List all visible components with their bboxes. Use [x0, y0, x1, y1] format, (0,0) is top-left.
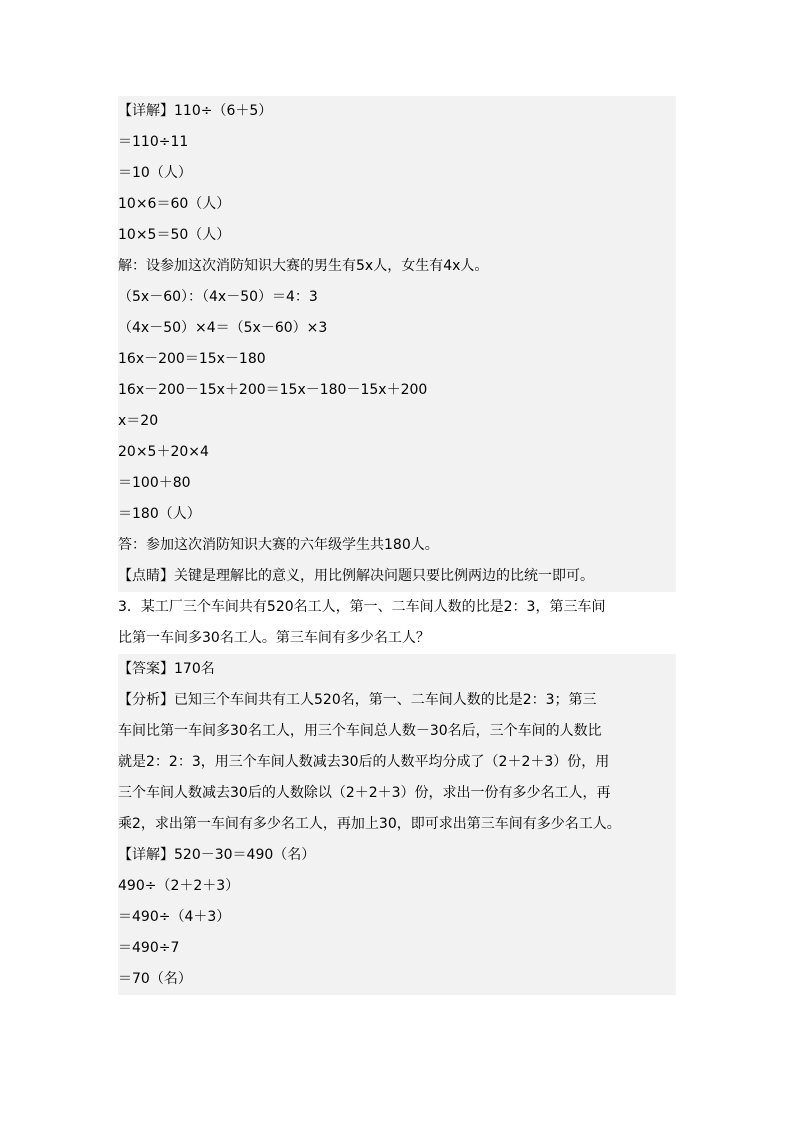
text-line: x＝20	[118, 406, 676, 437]
text-line: 20×5＋20×4	[118, 437, 676, 468]
text-line: 16x－200＝15x－180	[118, 344, 676, 375]
text-line: ＝490÷7	[118, 933, 676, 964]
text-line: （5x－60）：（4x－50）＝4：3	[118, 282, 676, 313]
text-line: ＝110÷11	[118, 127, 676, 158]
text-line: ＝490÷（4＋3）	[118, 902, 676, 933]
text-line: 【详解】520－30＝490（名）	[118, 840, 676, 871]
text-line: ＝100＋80	[118, 468, 676, 499]
text-line: ＝180（人）	[118, 499, 676, 530]
analysis-line: 乘2，求出第一车间有多少名工人，再加上30，即可求出第三车间有多少名工人。	[118, 809, 676, 840]
analysis-line: 车间比第一车间多30名工人，用三个车间总人数－30名后，三个车间的人数比	[118, 716, 676, 747]
text-line: 16x－200－15x＋200＝15x－180－15x＋200	[118, 375, 676, 406]
text-line: 【详解】110÷（6＋5）	[118, 96, 676, 127]
answer-line: 【答案】170名	[118, 654, 676, 685]
text-line: 【点睛】关键是理解比的意义，用比例解决问题只要比例两边的比统一即可。	[118, 561, 676, 592]
text-line: ＝10（人）	[118, 158, 676, 189]
analysis-line: 【分析】已知三个车间共有工人520名，第一、二车间人数的比是2：3；第三	[118, 685, 676, 716]
question-line: 比第一车间多30名工人。第三车间有多少名工人？	[118, 623, 676, 654]
text-line: （4x－50）×4＝（5x－60）×3	[118, 313, 676, 344]
text-line: 解：设参加这次消防知识大赛的男生有5x人，女生有4x人。	[118, 251, 676, 282]
question-line: 3．某工厂三个车间共有520名工人，第一、二车间人数的比是2：3，第三车间	[118, 592, 676, 623]
analysis-line: 三个车间人数减去30后的人数除以（2＋2＋3）份，求出一份有多少名工人，再	[118, 778, 676, 809]
text-line: 10×5＝50（人）	[118, 220, 676, 251]
text-line: ＝70（名）	[118, 964, 676, 995]
solution-content	[118, 96, 676, 995]
analysis-line: 就是2：2：3，用三个车间人数减去30后的人数平均分成了（2＋2＋3）份，用	[118, 747, 676, 778]
text-line: 490÷（2＋2＋3）	[118, 871, 676, 902]
text-line: 答：参加这次消防知识大赛的六年级学生共180人。	[118, 530, 676, 561]
text-line: 10×6＝60（人）	[118, 189, 676, 220]
